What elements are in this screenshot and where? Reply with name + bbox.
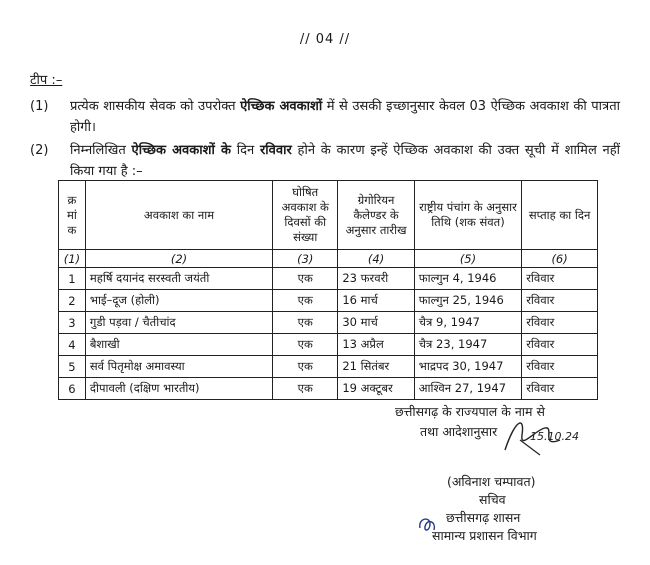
column-header: अवकाश का नाम bbox=[85, 181, 272, 250]
table-cell: भाद्रपद 30, 1947 bbox=[414, 356, 521, 378]
column-index-row: (1) (2) (3) (4) (5) (6) bbox=[59, 250, 598, 268]
note-paragraph-2: (2) निम्नलिखित ऐच्छिक अवकाशों के दिन रविवार होने के कारण इन्हें ऐच्छिक अवकाश की उक्त सूची में शामिल नहीं किया गया है :– bbox=[30, 140, 620, 182]
signatory-name: (अविनाश चम्पावत) bbox=[447, 474, 536, 489]
bold-phrase: ऐच्छिक अवकाशों के bbox=[131, 143, 231, 158]
table-cell: भाई–दूज (होली) bbox=[85, 290, 272, 312]
signatory-designation: सचिव bbox=[479, 492, 506, 507]
table-cell: रविवार bbox=[522, 268, 598, 290]
para-number: (1) bbox=[30, 99, 49, 114]
holiday-table bbox=[58, 180, 598, 400]
table-cell: 13 अप्रैल bbox=[338, 334, 414, 356]
table-cell: रविवार bbox=[522, 356, 598, 378]
bold-phrase: ऐच्छिक अवकाशों bbox=[240, 99, 323, 114]
table-cell: 3 bbox=[59, 312, 86, 334]
table-cell: एक bbox=[273, 334, 338, 356]
table-cell: एक bbox=[273, 268, 338, 290]
table-cell: रविवार bbox=[522, 290, 598, 312]
handwritten-signature bbox=[500, 410, 595, 460]
column-header: ग्रेगोरियन कैलेण्डर के अनुसार तारीख bbox=[338, 181, 414, 250]
table-cell: एक bbox=[273, 356, 338, 378]
government-name: छत्तीसगढ़ शासन bbox=[446, 510, 521, 525]
table-cell: एक bbox=[273, 378, 338, 400]
table-cell: बैशाखी bbox=[85, 334, 272, 356]
table-cell: सर्व पितृमोक्ष अमावस्या bbox=[85, 356, 272, 378]
table-row bbox=[59, 334, 598, 356]
table-header-row bbox=[59, 181, 598, 250]
table-cell: 2 bbox=[59, 290, 86, 312]
table-cell: 19 अक्टूबर bbox=[338, 378, 414, 400]
para-number: (2) bbox=[30, 143, 49, 158]
column-header: राष्ट्रीय पंचांग के अनुसार तिथि (शक संवत) bbox=[414, 181, 521, 250]
table-cell: गुडी पड़वा / चैतीचांद bbox=[85, 312, 272, 334]
page-number: // 04 // bbox=[299, 32, 351, 47]
table-cell: रविवार bbox=[522, 334, 598, 356]
table-cell: रविवार bbox=[522, 312, 598, 334]
authority-line: छत्तीसगढ़ के राज्यपाल के नाम से bbox=[395, 404, 545, 419]
table-cell: आश्विन 27, 1947 bbox=[414, 378, 521, 400]
table-cell: 6 bbox=[59, 378, 86, 400]
bold-phrase: रविवार bbox=[259, 143, 292, 158]
note-heading: टीप :– bbox=[30, 73, 63, 88]
authority-line: तथा आदेशानुसार bbox=[420, 424, 498, 439]
column-header: घोषित अवकाश के दिवसों की संख्या bbox=[273, 181, 338, 250]
table-cell: फाल्गुन 4, 1946 bbox=[414, 268, 521, 290]
table-row bbox=[59, 268, 598, 290]
table-cell: फाल्गुन 25, 1946 bbox=[414, 290, 521, 312]
column-header: क्र मां क bbox=[59, 181, 86, 250]
table-cell: दीपावली (दक्षिण भारतीय) bbox=[85, 378, 272, 400]
table-row bbox=[59, 356, 598, 378]
department-name: सामान्य प्रशासन विभाग bbox=[432, 528, 537, 543]
table-cell: रविवार bbox=[522, 378, 598, 400]
table-cell: 16 मार्च bbox=[338, 290, 414, 312]
table-row bbox=[59, 378, 598, 400]
table-cell: चैत्र 23, 1947 bbox=[414, 334, 521, 356]
table-row bbox=[59, 290, 598, 312]
table-cell: चैत्र 9, 1947 bbox=[414, 312, 521, 334]
table-cell: 23 फरवरी bbox=[338, 268, 414, 290]
table-cell: महर्षि दयानंद सरस्वती जयंती bbox=[85, 268, 272, 290]
table-cell: 30 मार्च bbox=[338, 312, 414, 334]
table-cell: 5 bbox=[59, 356, 86, 378]
table-cell: 4 bbox=[59, 334, 86, 356]
table-cell: एक bbox=[273, 290, 338, 312]
table-cell: 21 सितंबर bbox=[338, 356, 414, 378]
table-row bbox=[59, 312, 598, 334]
note-paragraph-1: (1) प्रत्येक शासकीय सेवक को उपरोक्त ऐच्छिक अवकाशों में से उसकी इच्छानुसार केवल 03 ऐच्छिक अवकाश की पात्रता होगी। bbox=[30, 96, 620, 138]
table-cell: एक bbox=[273, 312, 338, 334]
signature-date: 15.10.24 bbox=[530, 430, 579, 443]
table-cell: 1 bbox=[59, 268, 86, 290]
column-header: सप्ताह का दिन bbox=[522, 181, 598, 250]
